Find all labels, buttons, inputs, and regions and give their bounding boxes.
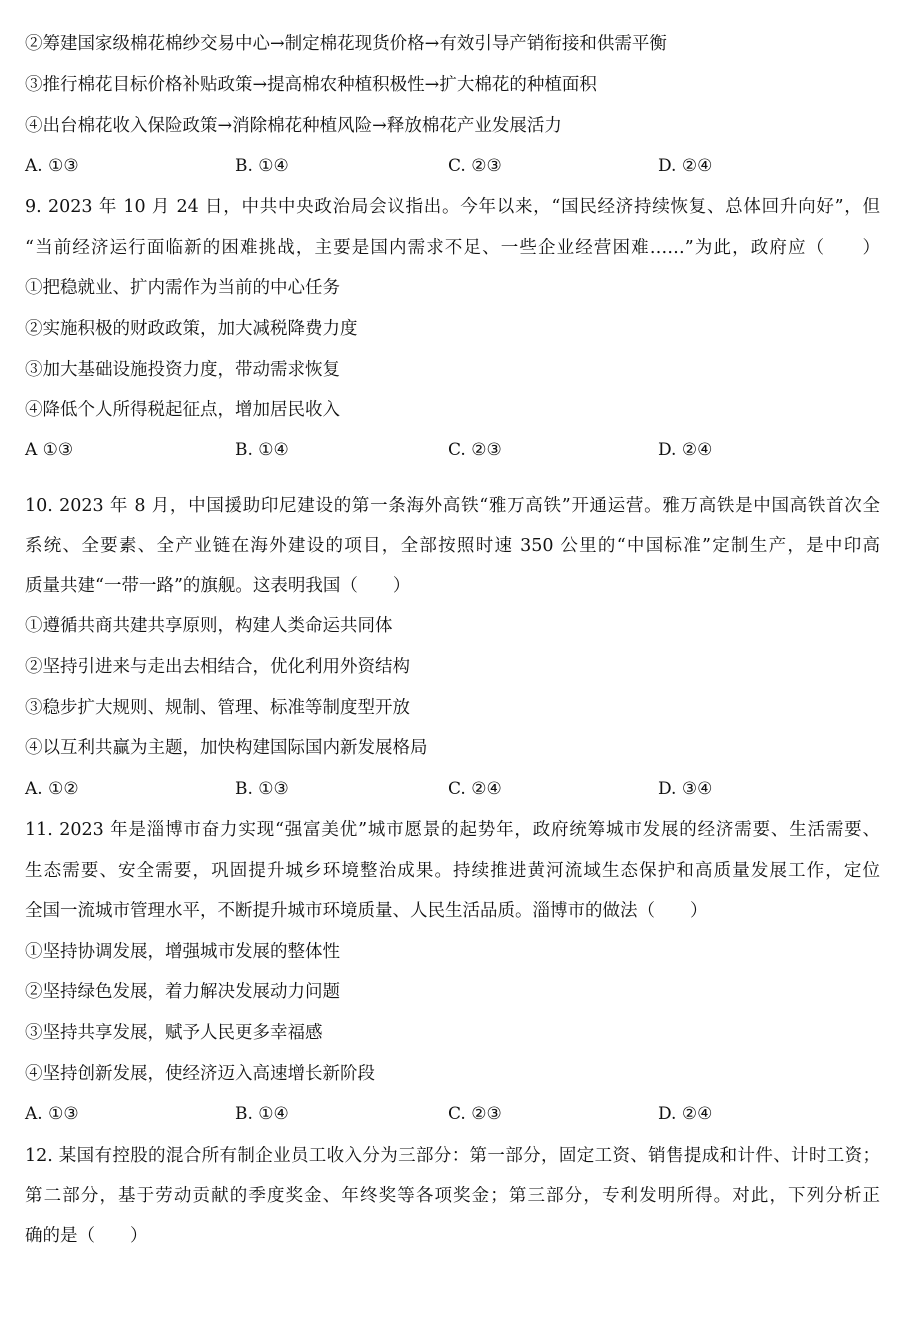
- q11-item-4: ④坚持创新发展，使经济迈入高速增长新阶段: [25, 1064, 375, 1084]
- q8-item-3: ③推行棉花目标价格补贴政策→提高棉农种植积极性→扩大棉花的种植面积: [25, 75, 597, 95]
- q11-option-c: C. ②③: [448, 1104, 502, 1124]
- q9-option-b: B. ①④: [235, 440, 289, 460]
- q10-item-1: ①遵循共商共建共享原则，构建人类命运共同体: [25, 616, 393, 636]
- q9-option-c: C. ②③: [448, 440, 502, 460]
- q10-item-4: ④以互利共赢为主题，加快构建国际国内新发展格局: [25, 738, 428, 758]
- q9-option-a: A ①③: [25, 440, 74, 460]
- q9-item-1: ①把稳就业、扩内需作为当前的中心任务: [25, 278, 340, 298]
- q9-option-d: D. ②④: [658, 440, 713, 460]
- q11-stem-line-3: 全国一流城市管理水平，不断提升城市环境质量、人民生活品质。淄博市的做法（ ）: [25, 901, 708, 921]
- q11-item-3: ③坚持共享发展，赋予人民更多幸福感: [25, 1023, 323, 1043]
- q10-stem-line-3: 质量共建“一带一路”的旗舰。这表明我国（ ）: [25, 576, 411, 596]
- q8-item-4: ④出台棉花收入保险政策→消除棉花种植风险→释放棉花产业发展活力: [25, 116, 562, 136]
- q8-item-2: ②筹建国家级棉花棉纱交易中心→制定棉花现货价格→有效引导产销衔接和供需平衡: [25, 34, 667, 54]
- q9-item-2: ②实施积极的财政政策，加大减税降费力度: [25, 319, 358, 339]
- q11-item-2: ②坚持绿色发展，着力解决发展动力问题: [25, 982, 340, 1002]
- q10-option-d: D. ③④: [658, 779, 713, 799]
- q10-option-c: C. ②④: [448, 779, 502, 799]
- q9-item-4: ④降低个人所得税起征点，增加居民收入: [25, 400, 340, 420]
- q10-item-2: ②坚持引进来与走出去相结合，优化利用外资结构: [25, 657, 410, 677]
- q11-option-d: D. ②④: [658, 1104, 713, 1124]
- q8-option-a: A. ①③: [25, 156, 79, 176]
- q8-option-b: B. ①④: [235, 156, 289, 176]
- q12-stem-line-2: 第二部分，基于劳动贡献的季度奖金、年终奖等各项奖金；第三部分，专利发明所得。对此，下列分析正: [25, 1186, 880, 1206]
- q12-stem-line-3: 确的是（ ）: [25, 1226, 148, 1246]
- q10-stem-line-1: 10. 2023 年 8 月，中国援助印尼建设的第一条海外高铁“雅万高铁”开通运营。雅万高铁是中国高铁首次全: [25, 496, 880, 516]
- q11-item-1: ①坚持协调发展，增强城市发展的整体性: [25, 942, 340, 962]
- q10-option-a: A. ①②: [25, 779, 79, 799]
- q9-stem-line-2: “当前经济运行面临新的困难挑战，主要是国内需求不足、一些企业经营困难……”为此，政府应（ ）: [25, 238, 880, 258]
- q11-option-b: B. ①④: [235, 1104, 289, 1124]
- q9-stem-line-1: 9. 2023 年 10 月 24 日，中共中央政治局会议指出。今年以来，“国民经济持续恢复、总体回升向好”，但: [25, 197, 880, 217]
- q11-stem-line-1: 11. 2023 年是淄博市奋力实现“强富美优”城市愿景的起势年，政府统筹城市发展的经济需要、生活需要、: [25, 820, 880, 840]
- q11-option-a: A. ①③: [25, 1104, 79, 1124]
- q11-stem-line-2: 生态需要、安全需要，巩固提升城乡环境整治成果。持续推进黄河流域生态保护和高质量发展工作，定位: [25, 861, 880, 881]
- q10-option-b: B. ①③: [235, 779, 289, 799]
- q12-stem-line-1: 12. 某国有控股的混合所有制企业员工收入分为三部分：第一部分，固定工资、销售提成和计件、计时工资；: [25, 1146, 880, 1166]
- q9-item-3: ③加大基础设施投资力度，带动需求恢复: [25, 360, 340, 380]
- q8-option-c: C. ②③: [448, 156, 502, 176]
- q8-option-d: D. ②④: [658, 156, 713, 176]
- q10-item-3: ③稳步扩大规则、规制、管理、标准等制度型开放: [25, 698, 410, 718]
- q10-stem-line-2: 系统、全要素、全产业链在海外建设的项目，全部按照时速 350 公里的“中国标准”定制生产，是中印高: [25, 536, 880, 556]
